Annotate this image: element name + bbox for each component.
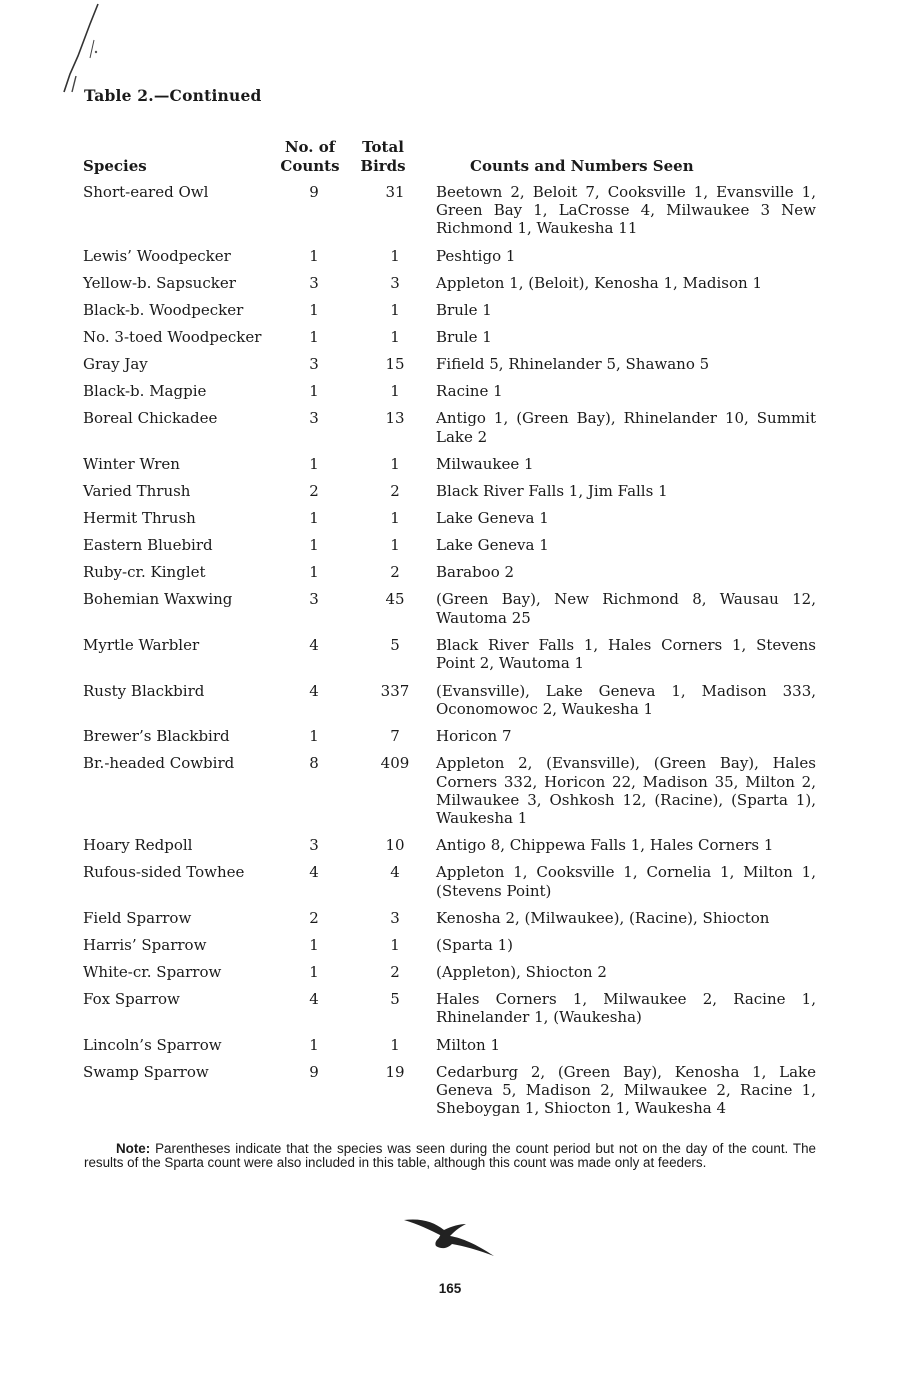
total-birds: 19 bbox=[385, 1062, 405, 1081]
counts-and-numbers-seen: Black River Falls 1, Jim Falls 1 bbox=[436, 482, 668, 501]
table-row bbox=[0, 301, 900, 319]
species-name: Rufous-sided Towhee bbox=[83, 863, 245, 882]
header-total-line1: Total bbox=[362, 138, 404, 156]
total-birds: 1 bbox=[390, 328, 400, 347]
table-row bbox=[0, 355, 900, 373]
table-row bbox=[0, 754, 900, 827]
table-row bbox=[0, 328, 900, 346]
total-birds: 3 bbox=[390, 273, 400, 292]
total-birds: 1 bbox=[390, 300, 400, 319]
species-name: Lincoln’s Sparrow bbox=[83, 1035, 222, 1054]
species-name: Bohemian Waxwing bbox=[83, 590, 233, 609]
table-row bbox=[0, 382, 900, 400]
table-title: Table 2.—Continued bbox=[84, 86, 262, 105]
no-of-counts: 3 bbox=[309, 836, 319, 855]
total-birds: 2 bbox=[390, 482, 400, 501]
no-of-counts: 1 bbox=[309, 963, 319, 982]
species-name: Rusty Blackbird bbox=[83, 681, 205, 700]
total-birds: 5 bbox=[390, 990, 400, 1009]
total-birds: 409 bbox=[380, 754, 410, 773]
no-of-counts: 9 bbox=[309, 1062, 319, 1081]
note-text: Parentheses indicate that the species was seen during the count period but not on the day of the count. The results of the Sparta count were also included in this table, although this count was made only at feeders. bbox=[84, 1141, 816, 1170]
total-birds: 337 bbox=[380, 681, 410, 700]
total-birds: 7 bbox=[390, 727, 400, 746]
total-birds: 15 bbox=[385, 355, 405, 374]
table-row bbox=[0, 482, 900, 500]
counts-and-numbers-seen: Horicon 7 bbox=[436, 727, 512, 746]
pencil-mark-icon bbox=[40, 0, 130, 100]
total-birds: 3 bbox=[390, 908, 400, 927]
species-name: No. 3-toed Woodpecker bbox=[83, 328, 262, 347]
no-of-counts: 2 bbox=[309, 482, 319, 501]
counts-and-numbers-seen: (Evansville), Lake Geneva 1, Madison 333, Oconomowoc 2, Waukesha 1 bbox=[436, 681, 816, 718]
counts-and-numbers-seen: Lake Geneva 1 bbox=[436, 509, 549, 528]
table-note bbox=[84, 1142, 816, 1169]
no-of-counts: 4 bbox=[309, 863, 319, 882]
counts-and-numbers-seen: Racine 1 bbox=[436, 382, 503, 401]
header-counts-line2: Counts bbox=[280, 157, 340, 175]
counts-and-numbers-seen: Beetown 2, Beloit 7, Cooksville 1, Evansville 1, Green Bay 1, LaCrosse 4, Milwaukee 3 New Richmond 1, Waukesha 11 bbox=[436, 183, 816, 238]
species-name: Hermit Thrush bbox=[83, 509, 196, 528]
no-of-counts: 9 bbox=[309, 183, 319, 201]
total-birds: 1 bbox=[390, 936, 400, 955]
table-row bbox=[0, 636, 900, 672]
total-birds: 1 bbox=[390, 536, 400, 555]
total-birds: 4 bbox=[390, 863, 400, 882]
table-row bbox=[0, 682, 900, 718]
header-counts-line1: No. of bbox=[284, 138, 336, 156]
total-birds: 10 bbox=[385, 836, 405, 855]
table-row bbox=[0, 936, 900, 954]
table-row bbox=[0, 274, 900, 292]
counts-and-numbers-seen: Cedarburg 2, (Green Bay), Kenosha 1, Lake Geneva 5, Madison 2, Milwaukee 2, Racine 1, Sheboygan 1, Shiocton 1, Waukesha 4 bbox=[436, 1062, 816, 1118]
species-name: Winter Wren bbox=[83, 454, 180, 473]
species-table bbox=[0, 183, 900, 1127]
table-row bbox=[0, 863, 900, 899]
no-of-counts: 1 bbox=[309, 509, 319, 528]
page-number: 165 bbox=[438, 1281, 462, 1296]
table-row bbox=[0, 536, 900, 554]
species-name: Myrtle Warbler bbox=[83, 636, 200, 655]
counts-and-numbers-seen: Black River Falls 1, Hales Corners 1, Stevens Point 2, Wautoma 1 bbox=[436, 636, 816, 673]
header-no-of-counts bbox=[276, 138, 344, 176]
no-of-counts: 3 bbox=[309, 355, 319, 374]
counts-and-numbers-seen: Appleton 1, Cooksville 1, Cornelia 1, Milton 1, (Stevens Point) bbox=[436, 863, 816, 900]
table-row bbox=[0, 509, 900, 527]
table-row bbox=[0, 455, 900, 473]
species-name: Hoary Redpoll bbox=[83, 836, 193, 855]
table-row bbox=[0, 727, 900, 745]
no-of-counts: 3 bbox=[309, 590, 319, 609]
table-row bbox=[0, 247, 900, 265]
species-name: Yellow-b. Sapsucker bbox=[83, 273, 236, 292]
no-of-counts: 1 bbox=[309, 563, 319, 582]
table-row bbox=[0, 409, 900, 445]
table-row bbox=[0, 909, 900, 927]
table-row bbox=[0, 990, 900, 1026]
counts-and-numbers-seen: Baraboo 2 bbox=[436, 563, 515, 582]
table-row bbox=[0, 836, 900, 854]
no-of-counts: 1 bbox=[309, 1035, 319, 1054]
total-birds: 1 bbox=[390, 1035, 400, 1054]
no-of-counts: 1 bbox=[309, 454, 319, 473]
table-row bbox=[0, 1036, 900, 1054]
species-name: Swamp Sparrow bbox=[83, 1062, 209, 1081]
total-birds: 1 bbox=[390, 382, 400, 401]
species-name: Black-b. Woodpecker bbox=[83, 300, 244, 319]
species-name: Fox Sparrow bbox=[83, 990, 180, 1009]
no-of-counts: 4 bbox=[309, 636, 319, 655]
total-birds: 1 bbox=[390, 509, 400, 528]
header-total-birds bbox=[354, 138, 412, 176]
no-of-counts: 1 bbox=[309, 246, 319, 265]
table-row bbox=[0, 563, 900, 581]
species-name: White-cr. Sparrow bbox=[83, 963, 222, 982]
no-of-counts: 3 bbox=[309, 409, 319, 428]
total-birds: 31 bbox=[385, 183, 405, 201]
total-birds: 1 bbox=[390, 246, 400, 265]
no-of-counts: 1 bbox=[309, 328, 319, 347]
counts-and-numbers-seen: Appleton 1, (Beloit), Kenosha 1, Madison 1 bbox=[436, 273, 762, 292]
species-name: Short-eared Owl bbox=[83, 183, 209, 201]
species-name: Field Sparrow bbox=[83, 908, 192, 927]
total-birds: 1 bbox=[390, 454, 400, 473]
species-name: Br.-headed Cowbird bbox=[83, 754, 235, 773]
species-name: Varied Thrush bbox=[83, 482, 191, 501]
species-name: Eastern Bluebird bbox=[83, 536, 213, 555]
species-name: Lewis’ Woodpecker bbox=[83, 246, 231, 265]
no-of-counts: 4 bbox=[309, 990, 319, 1009]
total-birds: 2 bbox=[390, 563, 400, 582]
counts-and-numbers-seen: Fifield 5, Rhinelander 5, Shawano 5 bbox=[436, 355, 710, 374]
counts-and-numbers-seen: (Green Bay), New Richmond 8, Wausau 12, Wautoma 25 bbox=[436, 590, 816, 627]
total-birds: 5 bbox=[390, 636, 400, 655]
no-of-counts: 1 bbox=[309, 727, 319, 746]
no-of-counts: 1 bbox=[309, 936, 319, 955]
counts-and-numbers-seen: Milwaukee 1 bbox=[436, 454, 534, 473]
species-name: Ruby-cr. Kinglet bbox=[83, 563, 206, 582]
counts-and-numbers-seen: (Sparta 1) bbox=[436, 936, 513, 955]
no-of-counts: 4 bbox=[309, 681, 319, 700]
flying-bird-icon bbox=[400, 1208, 500, 1260]
note-label: Note: bbox=[116, 1141, 151, 1156]
counts-and-numbers-seen: (Appleton), Shiocton 2 bbox=[436, 963, 607, 982]
species-name: Boreal Chickadee bbox=[83, 409, 218, 428]
table-row bbox=[0, 1063, 900, 1118]
counts-and-numbers-seen: Antigo 8, Chippewa Falls 1, Hales Corners 1 bbox=[436, 836, 774, 855]
species-name: Brewer’s Blackbird bbox=[83, 727, 230, 746]
table-row bbox=[0, 963, 900, 981]
total-birds: 45 bbox=[385, 590, 405, 609]
counts-and-numbers-seen: Appleton 2, (Evansville), (Green Bay), Hales Corners 332, Horicon 22, Madison 35, Milton 2, Milwaukee 3, Oshkosh 12, (Racine), (Sparta 1), Waukesha 1 bbox=[436, 754, 816, 827]
no-of-counts: 3 bbox=[309, 273, 319, 292]
species-name: Harris’ Sparrow bbox=[83, 936, 207, 955]
counts-and-numbers-seen: Peshtigo 1 bbox=[436, 246, 516, 265]
header-total-line2: Birds bbox=[360, 157, 406, 175]
counts-and-numbers-seen: Hales Corners 1, Milwaukee 2, Racine 1, Rhinelander 1, (Waukesha) bbox=[436, 990, 816, 1027]
table-row bbox=[0, 590, 900, 626]
table-row bbox=[0, 183, 900, 238]
species-name: Gray Jay bbox=[83, 355, 148, 374]
header-species: Species bbox=[83, 157, 147, 175]
species-name: Black-b. Magpie bbox=[83, 382, 207, 401]
no-of-counts: 1 bbox=[309, 300, 319, 319]
counts-and-numbers-seen: Brule 1 bbox=[436, 328, 492, 347]
total-birds: 2 bbox=[390, 963, 400, 982]
counts-and-numbers-seen: Brule 1 bbox=[436, 300, 492, 319]
no-of-counts: 2 bbox=[309, 908, 319, 927]
counts-and-numbers-seen: Lake Geneva 1 bbox=[436, 536, 549, 555]
counts-and-numbers-seen: Milton 1 bbox=[436, 1035, 500, 1054]
no-of-counts: 1 bbox=[309, 536, 319, 555]
no-of-counts: 1 bbox=[309, 382, 319, 401]
counts-and-numbers-seen: Antigo 1, (Green Bay), Rhinelander 10, Summit Lake 2 bbox=[436, 409, 816, 446]
header-counts-and-numbers-seen: Counts and Numbers Seen bbox=[470, 157, 694, 175]
counts-and-numbers-seen: Kenosha 2, (Milwaukee), (Racine), Shiocton bbox=[436, 908, 770, 927]
total-birds: 13 bbox=[385, 409, 405, 428]
no-of-counts: 8 bbox=[309, 754, 319, 773]
